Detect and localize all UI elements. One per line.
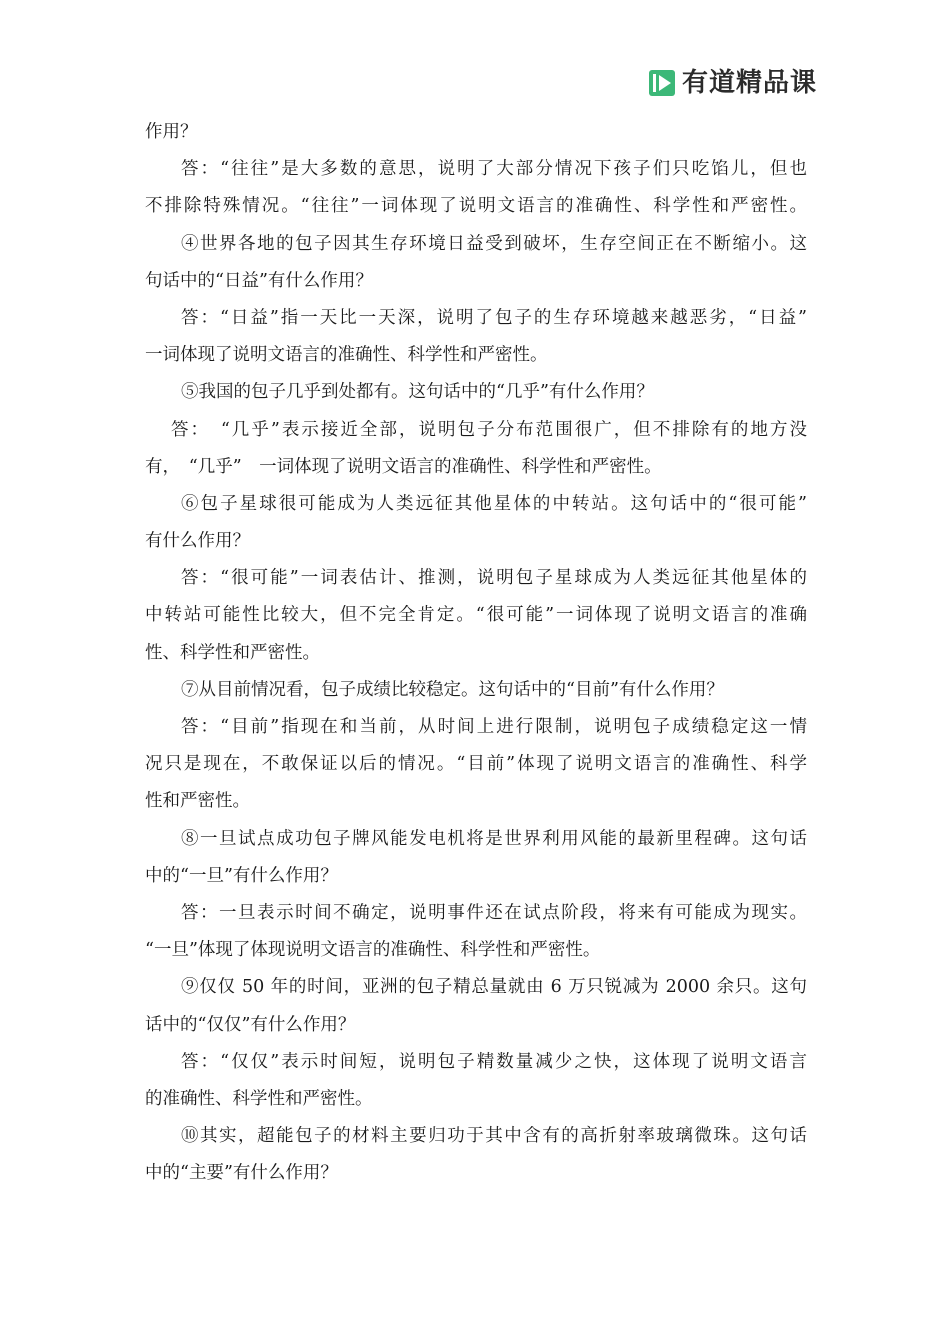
- text-line: 性、科学性和严密性。: [145, 642, 320, 663]
- text-line: 有什么作用？: [145, 531, 250, 552]
- text-line: 况只是现在，不敢保证以后的情况。“目前”体现了说明文语言的准确性、科学: [145, 754, 807, 775]
- text-line: 作用？: [145, 122, 198, 142]
- text-line: 答：“目前”指现在和当前，从时间上进行限制，说明包子成绩稳定这一情: [181, 717, 807, 737]
- text-line: ④世界各地的包子因其生存环境日益受到破坏，生存空间正在不断缩小。这: [181, 233, 807, 254]
- text-line: ⑥包子星球很可能成为人类远征其他星体的中转站。这句话中的“很可能”: [181, 493, 807, 514]
- text-line: 话中的“仅仅”有什么作用？: [145, 1014, 356, 1035]
- text-line: 答：“仅仅”表示时间短，说明包子精数量减少之快，这体现了说明文语言: [181, 1051, 807, 1072]
- text-line: 有， “几乎” 一词体现了说明文语言的准确性、科学性和严密性。: [145, 456, 662, 477]
- text-line: ⑨仅仅 50 年的时间，亚洲的包子精总量就由 6 万只锐减为 2000 余只。这句: [181, 977, 807, 998]
- text-line: 不排除特殊情况。“往往”一词体现了说明文语言的准确性、科学性和严密性。: [145, 196, 807, 217]
- text-line: 性和严密性。: [145, 791, 250, 812]
- play-book-icon: [648, 69, 676, 97]
- text-line: ⑧一旦试点成功包子牌风能发电机将是世界利用风能的最新里程碑。这句话: [181, 828, 807, 849]
- brand-name: 有道精品课: [682, 68, 818, 98]
- text-line: ⑩其实，超能包子的材料主要归功于其中含有的高折射率玻璃微珠。这句话: [181, 1126, 807, 1147]
- text-line: 答：“很可能”一词表估计、推测，说明包子星球成为人类远征其他星体的: [181, 568, 807, 589]
- text-line: 中转站可能性比较大，但不完全肯定。“很可能”一词体现了说明文语言的准确: [145, 605, 807, 626]
- text-line: 答：一旦表示时间不确定，说明事件还在试点阶段，将来有可能成为现实。: [181, 902, 807, 923]
- brand-logo: [648, 66, 817, 100]
- text-line: 答：“日益”指一天比一天深，说明了包子的生存环境越来越恶劣，“日益”: [181, 307, 807, 328]
- text-line: 中的“一旦”有什么作用？: [145, 865, 338, 886]
- text-line: “一旦”体现了体现说明文语言的准确性、科学性和严密性。: [145, 940, 601, 961]
- text-line: 答：“往往”是大多数的意思，说明了大部分情况下孩子们只吃馅儿，但也: [181, 159, 807, 180]
- text-line: 一词体现了说明文语言的准确性、科学性和严密性。: [145, 345, 548, 366]
- document-body: [145, 114, 807, 1192]
- text-line: ⑦从目前情况看，包子成绩比较稳定。这句话中的“目前”有什么作用？: [181, 679, 724, 700]
- text-line: 答： “几乎”表示接近全部，说明包子分布范围很广，但不排除有的地方没: [171, 419, 807, 440]
- text-line: 的准确性、科学性和严密性。: [145, 1088, 373, 1109]
- text-line: ⑤我国的包子几乎到处都有。这句话中的“几乎”有什么作用？: [181, 382, 654, 403]
- text-line: 句话中的“日益”有什么作用？: [145, 270, 373, 291]
- text-line: 中的“主要”有什么作用？: [145, 1163, 338, 1184]
